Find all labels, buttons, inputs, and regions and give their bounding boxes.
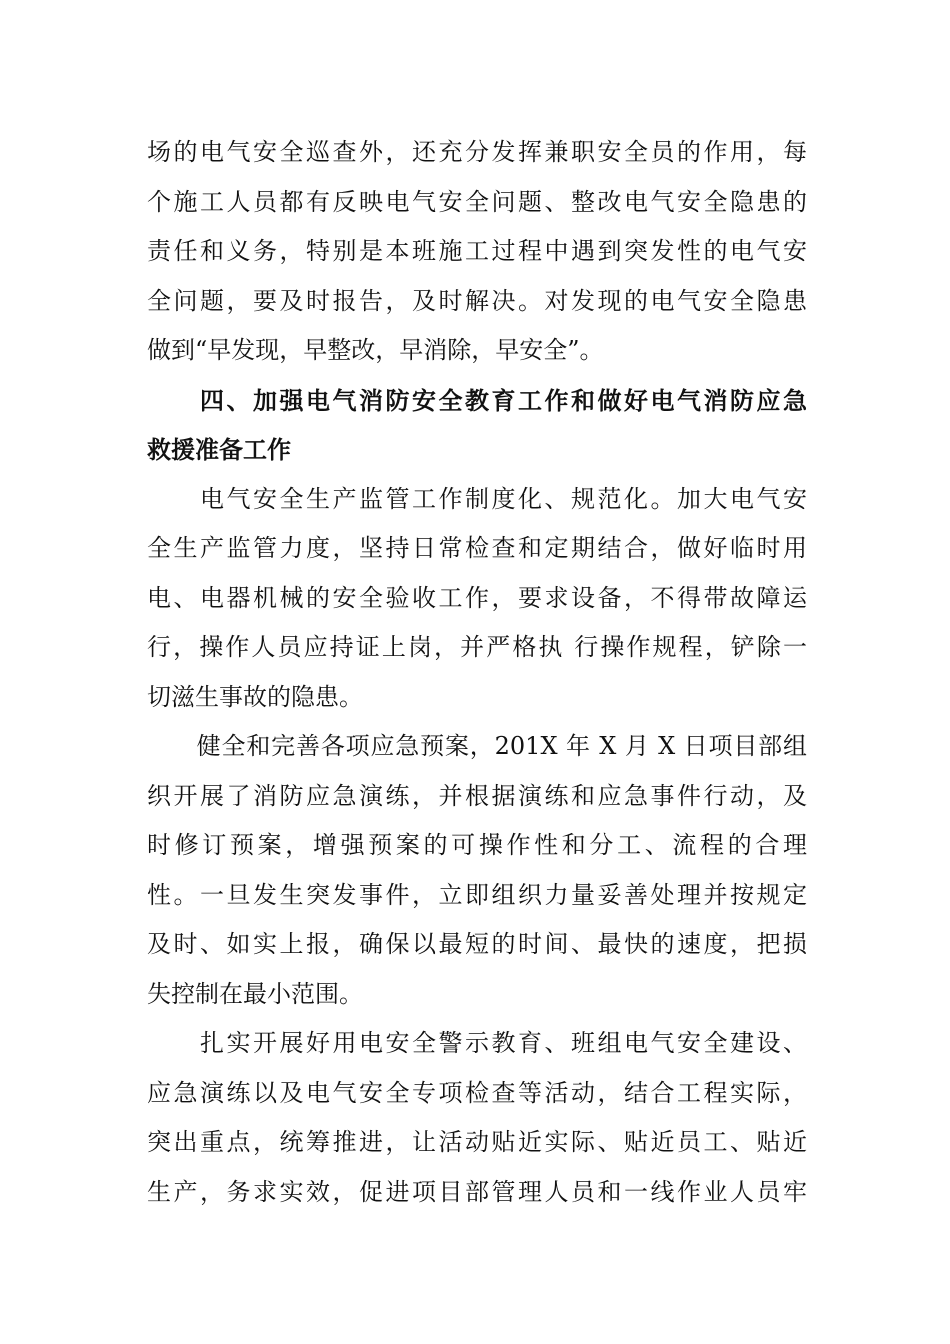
- paragraph-emergency-plan: [147, 722, 807, 1019]
- heading-line: 救援准备工作: [147, 435, 291, 464]
- text-line: 责任和义务，特别是本班施工过程中遇到突发性的电气安: [147, 237, 807, 265]
- text-line: 全生产监管力度，坚持日常检查和定期结合，做好临时用: [147, 534, 807, 562]
- text-line: 行，操作人员应持证上岗，并严格执 行操作规程，铲除一: [147, 633, 807, 661]
- text-line: 电气安全生产监管工作制度化、规范化。加大电气安: [147, 484, 807, 513]
- text-line: 失控制在最小范围。: [147, 979, 363, 1008]
- paragraph-supervision: [147, 475, 807, 723]
- text-line: 生产，务求实效，促进项目部管理人员和一线作业人员牢: [147, 1177, 807, 1206]
- text-line: 场的电气安全巡查外，还充分发挥兼职安全员的作用，每: [147, 138, 807, 166]
- text-line: 个施工人员都有反映电气安全问题、整改电气安全隐患的: [147, 187, 807, 216]
- text-line: 性。一旦发生突发事件，立即组织力量妥善处理并按规定: [147, 880, 807, 909]
- section-heading-four: [147, 376, 807, 475]
- text-line: 切滋生事故的隐患。: [147, 682, 363, 711]
- text-line: 应急演练以及电气安全专项检查等活动，结合工程实际，: [147, 1078, 807, 1107]
- text-line: 电、电器机械的安全验收工作，要求设备，不得带故障运: [147, 583, 807, 612]
- text-line: 扎实开展好用电安全警示教育、班组电气安全建设、: [147, 1029, 807, 1057]
- paragraph-inspection-duty: [147, 128, 807, 376]
- text-line: 突出重点，统筹推进，让活动贴近实际、贴近员工、贴近: [147, 1128, 807, 1156]
- text-line: 健全和完善各项应急预案，201X 年 X 月 X 日项目部组: [147, 732, 807, 760]
- text-line: 全问题，要及时报告，及时解决。对发现的电气安全隐患: [147, 286, 807, 315]
- text-line: 做到“早发现，早整改，早消除，早安全”。: [147, 336, 604, 364]
- document-page: [147, 128, 807, 1217]
- text-line: 时修订预案，增强预案的可操作性和分工、流程的合理: [147, 831, 807, 859]
- text-line: 织开展了消防应急演练，并根据演练和应急事件行动，及: [147, 781, 807, 810]
- heading-line: 四、加强电气消防安全教育工作和做好电气消防应急: [147, 385, 807, 415]
- text-line: 及时、如实上报，确保以最短的时间、最快的速度，把损: [147, 930, 807, 958]
- paragraph-safety-education: [147, 1019, 807, 1217]
